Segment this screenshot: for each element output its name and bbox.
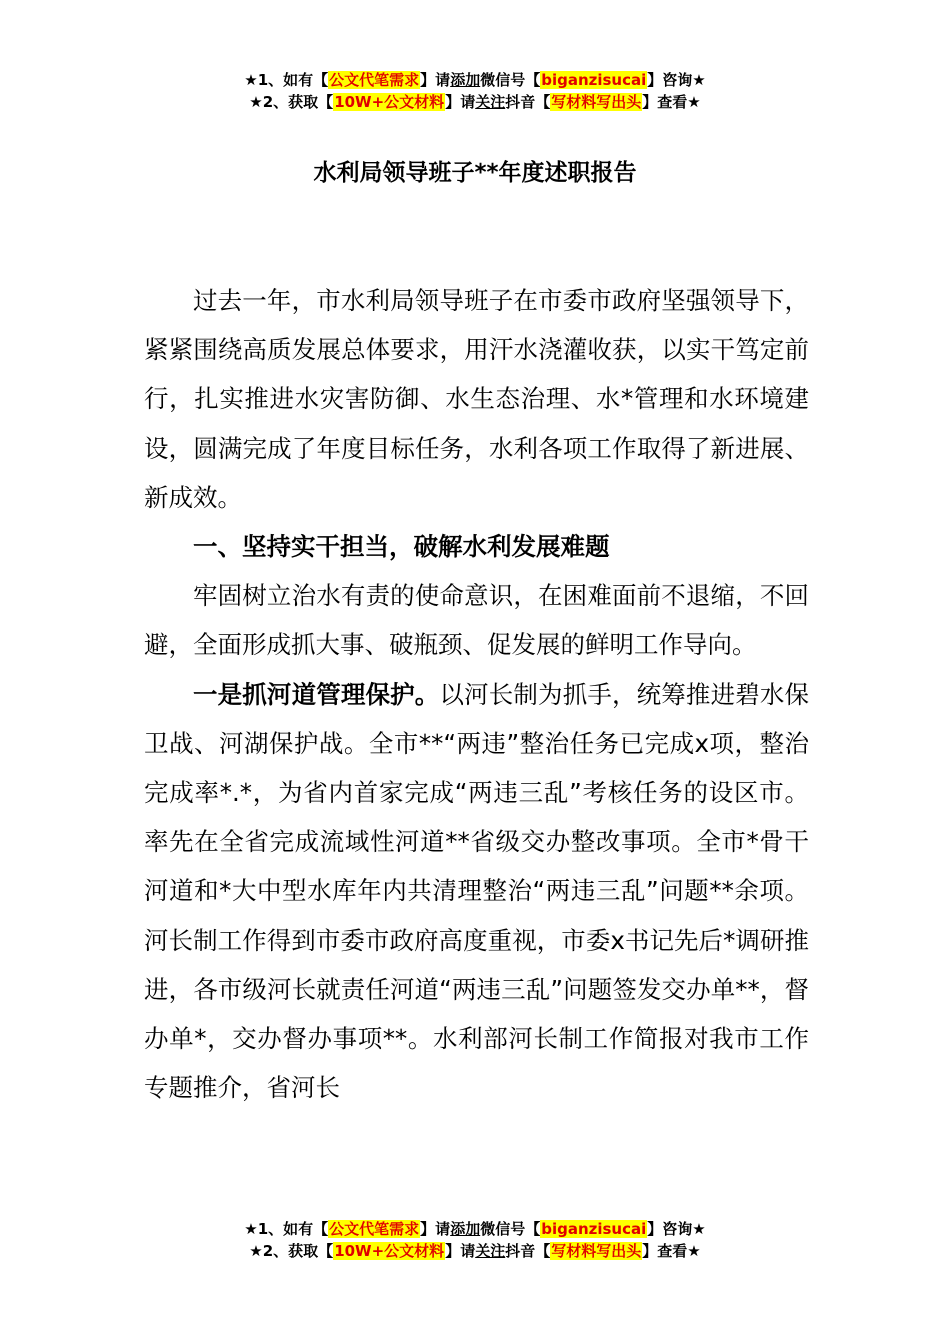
banner-text: 】请	[420, 1220, 451, 1238]
top-banner	[0, 69, 950, 113]
banner-text: 】查看★	[642, 93, 701, 111]
bottom-banner	[0, 1218, 950, 1262]
banner-highlight: 10W+公文材料	[334, 1242, 445, 1260]
banner-line-1	[0, 69, 950, 91]
banner-highlight: 公文代笔需求	[329, 71, 420, 89]
banner-text: 】请	[420, 71, 451, 89]
banner-highlight: 10W+公文材料	[334, 93, 445, 111]
banner-highlight: biganzisucai	[541, 71, 647, 89]
banner-text: ★1、如有【	[244, 71, 329, 89]
banner-line-1	[0, 1218, 950, 1240]
banner-text: 抖音【	[505, 1242, 551, 1260]
banner-text: 微信号【	[480, 1220, 541, 1238]
section-heading: 一、坚持实干担当，破解水利发展难题	[193, 532, 610, 562]
paragraph-intro: 过去一年，市水利局领导班子在市委市政府坚强领导下，紧紧围绕高质发展总体要求，用汗水浇灌收获，以实干笃定前行，扎实推进水灾害防御、水生态治理、水*管理和水环境建设，圆满完成了年度目标任务，水利各项工作取得了新进展、新成效。	[144, 286, 809, 512]
banner-text: 】请	[445, 93, 476, 111]
document-body	[144, 276, 809, 1112]
banner-text: 】查看★	[642, 1242, 701, 1260]
banner-underlined: 关注	[475, 1242, 506, 1260]
paragraph-section-intro: 牢固树立治水有责的使命意识，在困难面前不退缩，不回避，全面形成抓大事、破瓶颈、促发展的鲜明工作导向。	[144, 581, 809, 660]
banner-line-2	[0, 91, 950, 113]
banner-text: ★1、如有【	[244, 1220, 329, 1238]
banner-underlined: 添加	[450, 1220, 481, 1238]
paragraph-lead: 一是抓河道管理保护。	[193, 679, 440, 709]
document-title: 水利局领导班子**年度述职报告	[313, 160, 637, 186]
banner-text: ★2、获取【	[249, 93, 334, 111]
banner-highlight: 写材料写出头	[551, 93, 642, 111]
banner-text: 】咨询★	[647, 1220, 706, 1238]
banner-highlight: 公文代笔需求	[329, 1220, 420, 1238]
banner-text: 】咨询★	[647, 71, 706, 89]
banner-underlined: 关注	[475, 93, 506, 111]
paragraph-text: 以河长制为抓手，统筹推进碧水保卫战、河湖保护战。全市**“两违”整治任务已完成x项，整治完成率*.*，为省内首家完成“两违三乱”考核任务的设区市。率先在全省完成流域性河道**省级交办整改事项。全市*骨干河道和*大中型水库年内共清理整治“两违三乱”问题**余项。河长制工作得到市委市政府高度重视，市委x书记先后*调研推进，各市级河长就责任河道“两违三乱”问题签发交办单**，督办单*，交办督办事项**。水利部河长制工作简报对我市工作专题推介，省河长	[144, 679, 810, 1103]
banner-highlight: biganzisucai	[541, 1220, 647, 1238]
banner-text: 】请	[445, 1242, 476, 1260]
banner-text: 微信号【	[480, 71, 541, 89]
banner-line-2	[0, 1240, 950, 1262]
banner-text: ★2、获取【	[249, 1242, 334, 1260]
paragraph-river-management	[144, 670, 809, 1113]
banner-text: 抖音【	[505, 93, 551, 111]
banner-highlight: 写材料写出头	[551, 1242, 642, 1260]
banner-underlined: 添加	[450, 71, 481, 89]
